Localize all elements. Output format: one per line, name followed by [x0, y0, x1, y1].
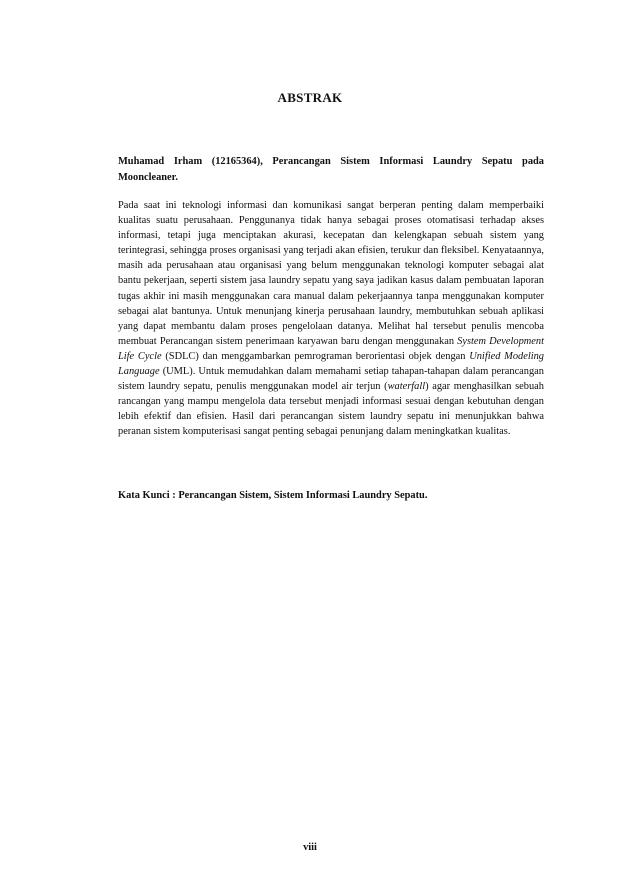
abstract-title: ABSTRAK	[277, 90, 343, 105]
abstract-text-part4: ) agar menghasilkan sebuah rancangan yang mampu mengelola data tersebut menjadi informasi sesuai dengan kebutuhan dengan lebih efektif dan efisien. Hasil dari perancangan sistem laundry sepatu ini menunjukkan bahwa peranan sistem komputerisasi sangat penting sebagai penunjang dalam meningkatkan kualitas.	[118, 381, 544, 438]
author-line: Muhamad Irham (12165364), Perancangan Sistem Informasi Laundry Sepatu pada Mooncleaner.	[118, 156, 544, 183]
keywords-line: Kata Kunci : Perancangan Sistem, Sistem Informasi Laundry Sepatu.	[118, 490, 428, 501]
page-number: viii	[303, 842, 317, 853]
abstract-text-part2: (SDLC) dan menggambarkan pemrograman berorientasi objek dengan	[161, 350, 470, 362]
abstract-text-part3: (UML). Untuk memudahkan dalam memahami setiap tahapan-tahapan dalam perancangan sistem laundry sepatu, penulis menggunakan model air terjun (	[118, 366, 544, 393]
abstract-body	[118, 198, 544, 440]
abstract-italic-uml: Unified Modeling Language	[118, 350, 544, 378]
abstract-text-part1: Pada saat ini teknologi informasi dan komunikasi sangat berperan penting dalam memperbaiki kualitas suatu perusahaan. Penggunanya tidak hanya sebagai proses otomatisasi terhadap akses informasi, tetapi juga menciptakan akurasi, kecepatan dan kelengkapan sebuah sistem yang terintegrasi, sehingga proses organisasi yang terjadi akan efisien, terukur dan fleksibel. Kenyataannya, masih ada perusahaan atau organisasi yang belum menggunakan teknologi komputer sebagai alat bantu pekerjaan, seperti sistem jasa laundry sepatu yang saya jadikan kasus dalam pembuatan laporan tugas akhir ini masih menggunakan cara manual dalam pekerjaannya tanpa menggunakan komputer sebagai alat bantunya. Untuk menunjang kinerja perusahaan laundry, membutuhkan sebuah aplikasi yang dapat membantu dalam proses pengelolaan datanya. Melihat hal tersebut penulis mencoba membuat Perancangan sistem penerimaan karyawan baru dengan menggunakan	[118, 200, 544, 347]
abstract-italic-waterfall: waterfall	[387, 381, 426, 393]
abstract-italic-sdlc: System Development Life Cycle	[118, 335, 544, 362]
